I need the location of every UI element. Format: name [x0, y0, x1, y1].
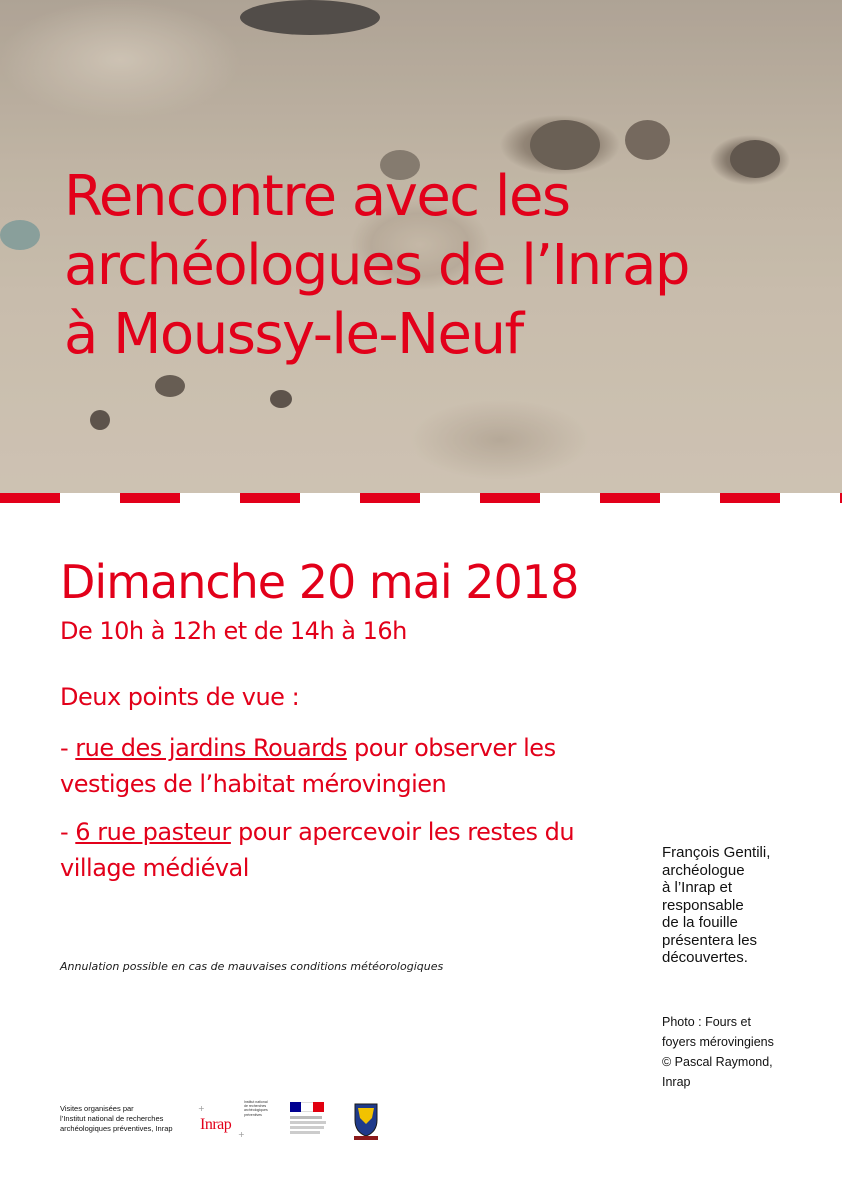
note-line: découvertes.	[662, 949, 748, 966]
title-line: Rencontre avec les	[64, 164, 570, 229]
tagline-line: préventives	[244, 1112, 262, 1117]
town-crest-icon	[352, 1100, 380, 1142]
dashed-divider	[0, 493, 842, 503]
organizer-line: Visites organisées par	[60, 1104, 134, 1113]
inrap-logo: + + Inrap Institut national de recherches archéologiques préventives	[198, 1100, 278, 1142]
organizer-text	[60, 1104, 180, 1134]
points-heading: Deux points de vue :	[60, 683, 300, 711]
page-title	[64, 162, 824, 369]
note-line: présentera les	[662, 931, 758, 949]
credit-line: © Pascal Raymond,	[662, 1055, 773, 1069]
viewpoint-prefix: -	[60, 818, 76, 846]
photo-author	[662, 1052, 792, 1092]
tagline-line: de recherches	[244, 1104, 267, 1109]
note-line: archéologue	[662, 861, 745, 879]
tagline-line: archéologiques	[244, 1108, 268, 1113]
organizer-line: archéologiques préventives, Inrap	[60, 1124, 173, 1133]
inrap-logo-tagline	[244, 1100, 280, 1117]
viewpoint-text: pour observer les vestiges de l’habitat mérovingien	[60, 734, 556, 798]
title-line: à Moussy-le-Neuf	[64, 302, 523, 367]
note-line: responsable	[662, 896, 744, 914]
note-line: de la fouille	[662, 914, 738, 931]
event-date: Dimanche 20 mai 2018	[60, 555, 579, 609]
title-line: archéologues de l’Inrap	[64, 233, 689, 298]
viewpoint-item	[60, 730, 630, 802]
cancellation-notice: Annulation possible en cas de mauvaises conditions météorologiques	[60, 960, 444, 973]
tagline-line: Institut national	[244, 1100, 268, 1104]
republique-francaise-logo	[290, 1100, 330, 1140]
archaeologist-note	[662, 844, 792, 967]
viewpoint-prefix: -	[60, 734, 76, 762]
hero-photo	[0, 0, 842, 493]
event-hours: De 10h à 12h et de 14h à 16h	[60, 617, 407, 645]
inrap-logo-word: Inrap	[200, 1116, 232, 1133]
note-line: à l’Inrap et	[662, 879, 733, 896]
note-line: François Gentili,	[662, 844, 771, 861]
viewpoint-text: pour apercevoir les restes du village médiéval	[60, 818, 575, 882]
organizer-line: l’Institut national de recherches	[60, 1114, 164, 1123]
viewpoint-item	[60, 814, 630, 886]
flag-icon	[290, 1102, 324, 1112]
caption-line: Photo : Fours et	[662, 1015, 751, 1029]
credit-line: Inrap	[662, 1075, 691, 1089]
photo-caption	[662, 1012, 792, 1052]
viewpoint-link-rue-pasteur[interactable]: 6 rue pasteur	[75, 818, 231, 846]
viewpoint-link-jardins-rouards[interactable]: rue des jardins Rouards	[75, 734, 347, 762]
caption-line: foyers mérovingiens	[662, 1035, 774, 1049]
photo-credit	[662, 1012, 792, 1092]
